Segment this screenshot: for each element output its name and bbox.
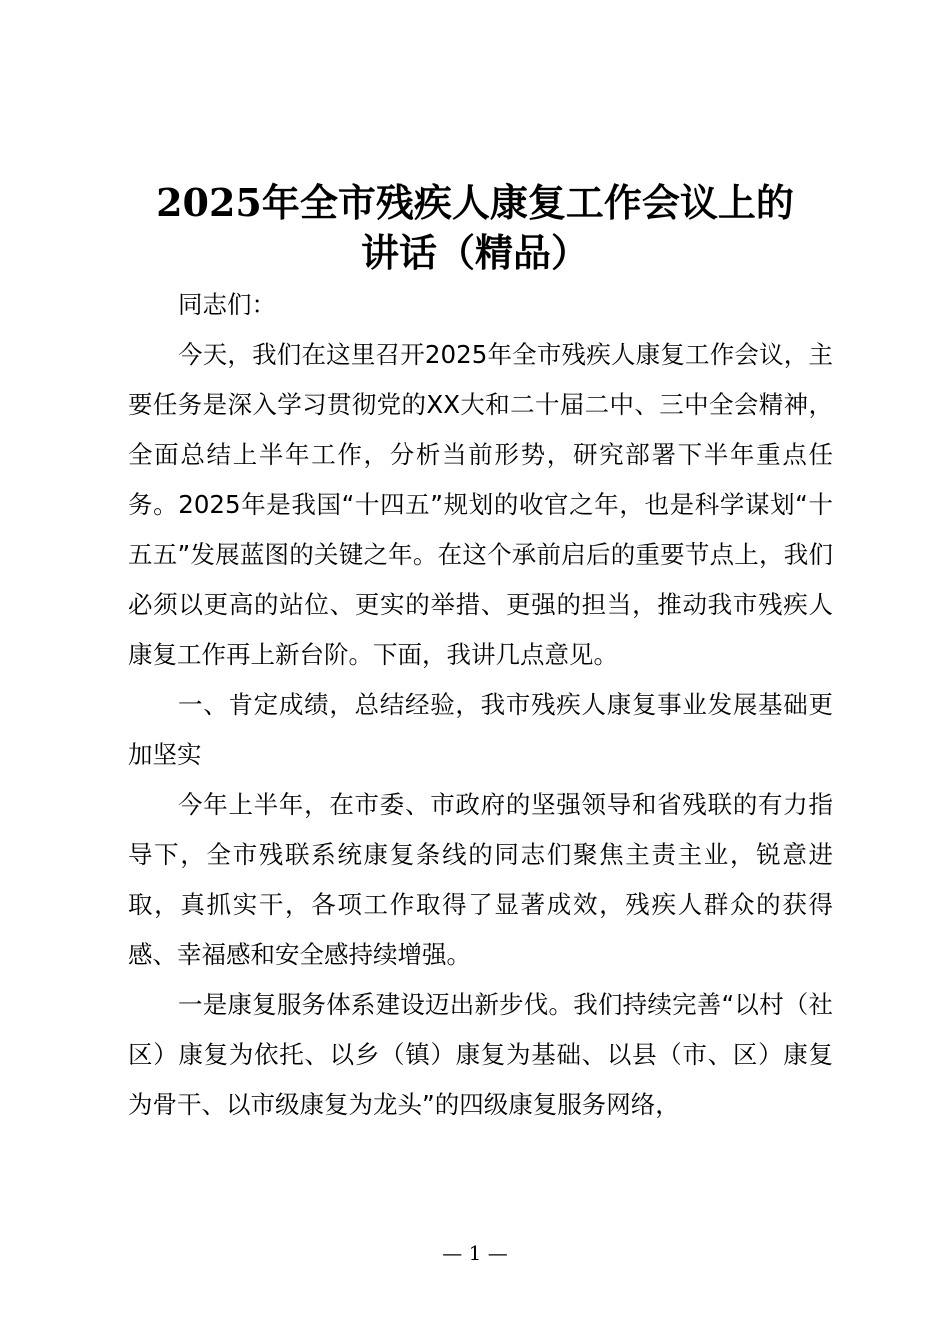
paragraph: 一是康复服务体系建设迈出新步伐。我们持续完善“以村（社区）康复为依托、以乡（镇）康复为基础、以县（市、区）康复为骨干、以市级康复为龙头”的四级康复服务网络，	[128, 990, 833, 1119]
section-heading: 一、肯定成绩，总结经验，我市残疾人康复事业发展基础更加坚实	[128, 690, 833, 769]
document-body	[128, 280, 833, 1130]
paragraph: 今年上半年，在市委、市政府的坚强领导和省残联的有力指导下，全市残联系统康复条线的同志们聚焦主责主业，锐意进取，真抓实干，各项工作取得了显著成效，残疾人群众的获得感、幸福感和安全感持续增强。	[128, 790, 833, 969]
paragraph: 今天，我们在这里召开2025年全市残疾人康复工作会议，主要任务是深入学习贯彻党的XX大和二十届二中、三中全会精神，全面总结上半年工作，分析当前形势，研究部署下半年重点任务。2025年是我国“十四五”规划的收官之年，也是科学谋划“十五五”发展蓝图的关键之年。在这个承前启后的重要节点上，我们必须以更高的站位、更实的举措、更强的担当，推动我市残疾人康复工作再上新台阶。下面，我讲几点意见。	[128, 340, 833, 669]
salutation: 同志们：	[178, 290, 276, 319]
page-number: — 1 —	[442, 1241, 508, 1265]
document-title	[120, 178, 830, 278]
title-line-1: 2025年全市残疾人康复工作会议上的	[156, 180, 794, 225]
title-line-2: 讲话（精品）	[360, 230, 589, 275]
